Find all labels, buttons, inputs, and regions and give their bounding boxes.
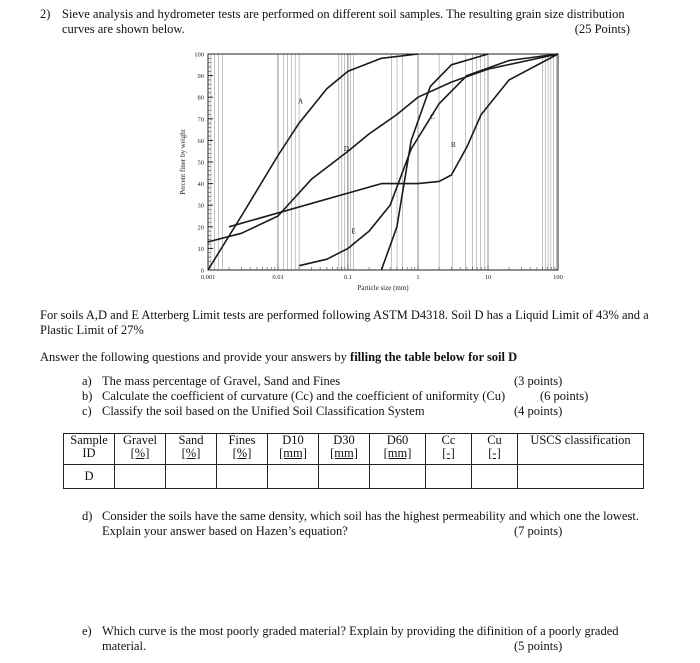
instruction-text: Answer the following questions and provide your answers by (40, 350, 351, 364)
subquestion-label: b) (82, 389, 93, 403)
table-header-row (64, 434, 644, 465)
y-tick-label: 40 (197, 181, 204, 189)
subquestion-text: The mass percentage of Gravel, Sand and Fines (102, 374, 341, 388)
cell-sample-id: D (64, 465, 115, 489)
cell-cc[interactable] (426, 465, 472, 489)
y-tick-label: 70 (197, 116, 204, 124)
header-sample-id: Sample ID (64, 434, 115, 465)
y-axis-label: Percent finer by weight (179, 129, 187, 195)
curve-label-d: D (343, 145, 349, 154)
atterberg-line1: For soils A,D and E Atterberg Limit tests are performed following ASTM D4318. Soil D has a Liquid Limit of 43% and a (40, 308, 649, 322)
curve-a (208, 54, 418, 270)
instruction (40, 350, 660, 365)
y-tick-label: 30 (197, 202, 204, 210)
subquestion-text: Classify the soil based on the Unified Soil Classification System (102, 404, 425, 418)
question-d (82, 509, 662, 541)
curve-label-b: B (451, 140, 456, 149)
y-tick-label: 0 (200, 267, 204, 275)
question-e (82, 624, 662, 656)
x-tick-label: 1 (416, 274, 420, 281)
subquestion-a (82, 374, 602, 389)
x-tick-label: 0.1 (343, 274, 353, 281)
question-e-line2: material. (102, 639, 147, 653)
header-d10: D10 [mm] (268, 434, 319, 465)
cell-d60[interactable] (370, 465, 426, 489)
chart-labels (298, 98, 456, 236)
question-d-points: (7 points) (514, 524, 563, 538)
y-tick-label: 50 (197, 159, 204, 167)
y-tick-label: 80 (197, 94, 204, 102)
curve-label-a: A (298, 97, 304, 106)
grain-size-chart (175, 48, 575, 310)
header-fines: Fines [%] (217, 434, 268, 465)
header-d60: D60 [mm] (370, 434, 426, 465)
question-e-line1: Which curve is the most poorly graded material? Explain by providing the difinition of a poorly graded (102, 624, 619, 638)
y-tick-label: 100 (194, 51, 204, 59)
question-text-line2: curves are shown below. (62, 22, 185, 36)
x-tick-label: 0.001 (200, 274, 216, 281)
y-tick-label: 60 (197, 137, 204, 145)
answer-table (63, 433, 644, 489)
subquestion-label: c) (82, 404, 92, 418)
header-uscs: USCS classification (518, 434, 644, 465)
header-cu: Cu [-] (472, 434, 518, 465)
curve-c (381, 54, 488, 270)
instruction-bold: filling the table below for soil D (350, 350, 518, 364)
subquestion-points: (4 points) (514, 404, 563, 418)
table-row (64, 465, 644, 489)
atterberg-line2: Plastic Limit of 27% (40, 323, 144, 337)
subquestion-points: (3 points) (514, 374, 563, 388)
curve-label-c: C (429, 112, 435, 121)
subquestion-points: (6 points) (540, 389, 589, 403)
question-d-label: d) (82, 509, 93, 523)
subquestion-label: a) (82, 374, 92, 388)
subquestion-c (82, 404, 602, 419)
question-d-line1: Consider the soils have the same density, which soil has the highest permeability and which one the lowest. (102, 509, 639, 523)
x-tick-label: 0.01 (272, 274, 284, 281)
header-gravel: Gravel [%] (115, 434, 166, 465)
subquestion-text: Calculate the coefficient of curvature (Cc) and the coefficient of uniformity (Cu) (102, 389, 506, 403)
subquestion-b (82, 389, 602, 404)
question-text-line1: Sieve analysis and hydrometer tests are performed on different soil samples. The resulting grain size distribution (62, 7, 625, 21)
header-cc: Cc [-] (426, 434, 472, 465)
question-number: 2) (40, 7, 51, 21)
question-d-line2: Explain your answer based on Hazen’s equation? (102, 524, 348, 538)
y-tick-label: 90 (197, 73, 204, 81)
cell-d10[interactable] (268, 465, 319, 489)
question-e-points: (5 points) (514, 639, 563, 653)
x-axis-label: Particle size (mm) (357, 284, 409, 292)
cell-fines[interactable] (217, 465, 268, 489)
cell-d30[interactable] (319, 465, 370, 489)
y-tick-label: 10 (197, 245, 204, 253)
subquestion-list (82, 374, 602, 422)
chart-axes (179, 52, 563, 293)
atterberg-paragraph (40, 308, 660, 338)
cell-sand[interactable] (166, 465, 217, 489)
header-sand: Sand [%] (166, 434, 217, 465)
y-tick-label: 20 (197, 224, 204, 232)
cell-gravel[interactable] (115, 465, 166, 489)
curve-b (229, 54, 558, 227)
x-tick-label: 10 (484, 274, 492, 281)
cell-uscs[interactable] (518, 465, 644, 489)
question-e-label: e) (82, 624, 92, 638)
curve-label-e: E (351, 227, 356, 236)
question-points: (25 Points) (574, 22, 630, 36)
header-d30: D30 [mm] (319, 434, 370, 465)
x-tick-label: 100 (553, 274, 563, 281)
cell-cu[interactable] (472, 465, 518, 489)
plot-frame (208, 54, 558, 270)
chart-curves (208, 54, 558, 270)
